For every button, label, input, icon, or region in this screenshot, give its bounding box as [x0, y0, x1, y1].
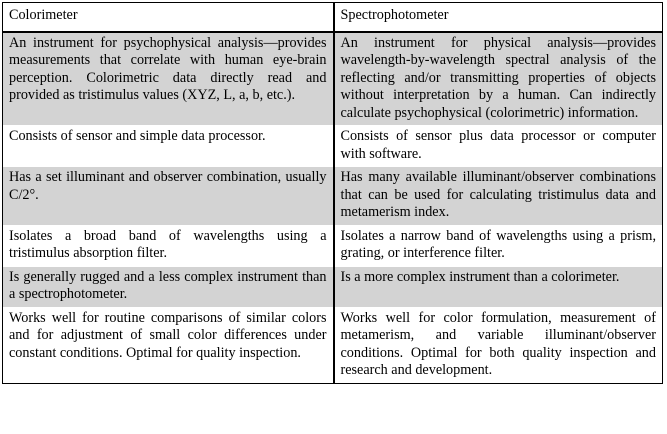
colorimeter-cell: An instrument for psychophysical analysis—provides measurements that correlate with human eye-brain perception. Colorimetric data directly read and provided as tristimulus values (XYZ, L, a, b, etc.). — [3, 32, 334, 126]
colorimeter-cell: Isolates a broad band of wavelengths using a tristimulus absorption filter. — [3, 225, 334, 266]
spectrophotometer-cell: An instrument for physical analysis—provides wavelength-by-wavelength spectral analysis of the reflecting and/or transmitting properties of objects without interpretation by a human. Can indirectly calculate psychophysical (colorimetric) information. — [334, 32, 663, 126]
header-row — [3, 3, 663, 32]
spectrophotometer-cell: Consists of sensor plus data processor or computer with software. — [334, 126, 663, 167]
spectrophotometer-cell: Works well for color formulation, measurement of metamerism, and variable illuminant/observer conditions. Optimal for both quality inspection and research and development. — [334, 307, 663, 383]
colorimeter-cell: Has a set illuminant and observer combination, usually C/2°. — [3, 167, 334, 226]
comparison-table — [2, 2, 663, 384]
table-row — [3, 225, 663, 266]
spectrophotometer-cell: Has many available illuminant/observer combinations that can be used for calculating tristimulus data and metamerism index. — [334, 167, 663, 226]
table-row — [3, 167, 663, 226]
table-row — [3, 32, 663, 126]
table-row — [3, 307, 663, 383]
spectrophotometer-cell: Is a more complex instrument than a colorimeter. — [334, 266, 663, 307]
colorimeter-cell: Is generally rugged and a less complex instrument than a spectrophotometer. — [3, 266, 334, 307]
header-spectrophotometer: Spectrophotometer — [334, 3, 663, 32]
spectrophotometer-cell: Isolates a narrow band of wavelengths using a prism, grating, or interference filter. — [334, 225, 663, 266]
table-row — [3, 126, 663, 167]
table-row — [3, 266, 663, 307]
header-colorimeter: Colorimeter — [3, 3, 334, 32]
colorimeter-cell: Works well for routine comparisons of similar colors and for adjustment of small color differences under constant conditions. Optimal for quality inspection. — [3, 307, 334, 383]
colorimeter-cell: Consists of sensor and simple data processor. — [3, 126, 334, 167]
